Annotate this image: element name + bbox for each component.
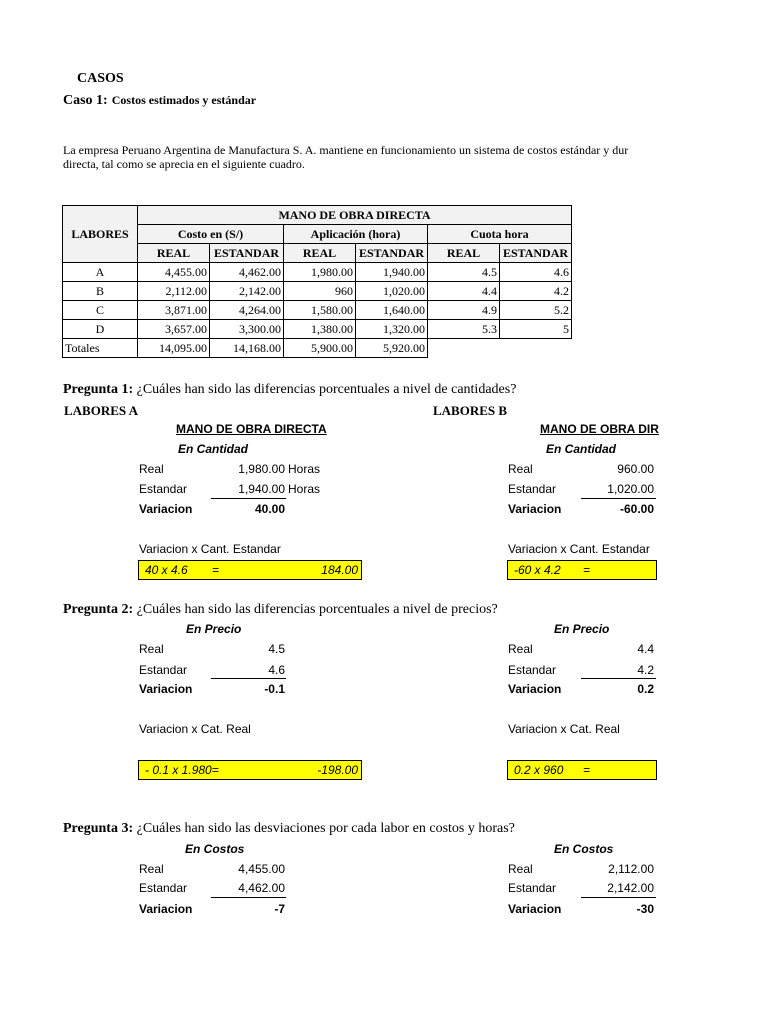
right-var-label: Variacion xyxy=(508,502,562,516)
table-row xyxy=(63,282,572,301)
q2-left-box-expr: - 0.1 x 1.980= xyxy=(145,763,219,777)
q3-right-var-value: -30 xyxy=(636,902,654,916)
table-cell: 1,640.00 xyxy=(356,301,428,320)
table-cell: 4.9 xyxy=(428,301,500,320)
right-section-title: MANO DE OBRA DIR xyxy=(540,422,659,436)
right-std-label: Estandar xyxy=(508,482,557,496)
intro-line-1: La empresa Peruano Argentina de Manufactura S. A. mantiene en funcionamiento un sistema de costos estándar y dur xyxy=(63,143,629,157)
empty-cell xyxy=(428,339,500,358)
col-header: ESTANDAR xyxy=(210,244,284,263)
totals-row xyxy=(63,339,572,358)
table-row xyxy=(63,263,572,282)
q2-left-real-label: Real xyxy=(139,642,164,656)
q2-left-var-value: -0.1 xyxy=(264,682,285,696)
table-cell: 4.4 xyxy=(428,282,500,301)
right-box-expr: -60 x 4.2 xyxy=(514,563,561,577)
table-cell: 1,580.00 xyxy=(284,301,356,320)
right-sub-cantidad: En Cantidad xyxy=(546,442,617,456)
table-cell: 2,112.00 xyxy=(138,282,210,301)
subheader-costo: Costo en (S/) xyxy=(138,225,284,244)
table-cell: 4.6 xyxy=(500,263,572,282)
table-cell: 4,264.00 xyxy=(210,301,284,320)
row-label: C xyxy=(63,301,138,320)
right-real-label: Real xyxy=(508,462,533,476)
q3-right-sum-line xyxy=(581,897,656,898)
left-box-eq: = xyxy=(212,563,220,577)
totals-cell: 14,168.00 xyxy=(210,339,284,358)
q3-left-var-value: -7 xyxy=(274,902,285,916)
question-3-label: Pregunta 3: xyxy=(63,821,134,836)
table-cell: 960 xyxy=(284,282,356,301)
question-1-text: ¿Cuáles han sido las diferencias porcentuales a nivel de cantidades? xyxy=(136,382,517,397)
q3-left-var-label: Variacion xyxy=(139,902,193,916)
q2-right-real-value: 4.4 xyxy=(637,642,654,656)
question-2-label: Pregunta 2: xyxy=(63,602,134,617)
q2-right-formula-label: Variacion x Cat. Real xyxy=(508,722,620,736)
caso-text: Costos estimados y estándar xyxy=(111,93,257,107)
col-header: REAL xyxy=(138,244,210,263)
row-label: A xyxy=(63,263,138,282)
left-result-box xyxy=(138,560,362,580)
left-sum-line xyxy=(211,498,286,499)
left-std-unit: Horas xyxy=(288,482,321,496)
q2-right-real-label: Real xyxy=(508,642,533,656)
col-header: ESTANDAR xyxy=(356,244,428,263)
right-sum-line xyxy=(581,498,656,499)
labores-header: LABORES xyxy=(63,206,138,263)
q2-left-sum-line xyxy=(211,678,286,679)
empty-cell xyxy=(500,339,572,358)
q3-right-real-label: Real xyxy=(508,862,533,876)
table-cell: 5 xyxy=(500,320,572,339)
q2-left-formula-label: Variacion x Cat. Real xyxy=(139,722,251,736)
right-result-box xyxy=(507,560,657,580)
caso-heading xyxy=(63,91,256,109)
table-cell: 4.5 xyxy=(428,263,500,282)
q3-left-real-value: 4,455.00 xyxy=(238,862,285,876)
table-cell: 3,657.00 xyxy=(138,320,210,339)
question-3-text: ¿Cuáles han sido las desviaciones por cada labor en costos y horas? xyxy=(136,821,515,836)
table-cell: 2,142.00 xyxy=(210,282,284,301)
left-real-value: 1,980.00 xyxy=(238,462,285,476)
left-real-unit: Horas xyxy=(288,462,321,476)
table-cell: 5.3 xyxy=(428,320,500,339)
table-row xyxy=(63,301,572,320)
q2-right-var-value: 0.2 xyxy=(637,682,654,696)
table-cell: 4,455.00 xyxy=(138,263,210,282)
q2-right-std-value: 4.2 xyxy=(637,663,654,677)
right-var-value: -60.00 xyxy=(619,502,654,516)
totals-cell: 5,920.00 xyxy=(356,339,428,358)
q3-left-sum-line xyxy=(211,897,286,898)
left-section-title: MANO DE OBRA DIRECTA xyxy=(176,422,327,436)
table-row xyxy=(63,320,572,339)
q2-right-result-box xyxy=(507,760,657,780)
left-std-value: 1,940.00 xyxy=(238,482,285,496)
right-formula-label: Variacion x Cant. Estandar xyxy=(508,542,650,556)
left-sub-precio: En Precio xyxy=(186,622,242,636)
q2-right-box-expr: 0.2 x 960 xyxy=(514,763,564,777)
intro-line-2: directa, tal como se aprecia en el siguiente cuadro. xyxy=(63,157,305,171)
col-header: REAL xyxy=(284,244,356,263)
totals-cell: 5,900.00 xyxy=(284,339,356,358)
q2-left-box-result: -198.00 xyxy=(317,763,358,777)
q3-right-std-label: Estandar xyxy=(508,881,557,895)
row-label: B xyxy=(63,282,138,301)
caso-label: Caso 1: xyxy=(63,93,108,108)
q3-left-real-label: Real xyxy=(139,862,164,876)
table-cell: 1,380.00 xyxy=(284,320,356,339)
table-cell: 4,462.00 xyxy=(210,263,284,282)
question-1-label: Pregunta 1: xyxy=(63,382,134,397)
question-2-text: ¿Cuáles han sido las diferencias porcentuales a nivel de precios? xyxy=(136,602,498,617)
row-label: D xyxy=(63,320,138,339)
right-sub-precio: En Precio xyxy=(554,622,610,636)
left-sub-cantidad: En Cantidad xyxy=(178,442,249,456)
table-cell: 4.2 xyxy=(500,282,572,301)
left-box-result: 184.00 xyxy=(321,563,358,577)
table-cell: 1,940.00 xyxy=(356,263,428,282)
totals-cell: 14,095.00 xyxy=(138,339,210,358)
q3-right-real-value: 2,112.00 xyxy=(608,862,654,876)
right-box-eq: = xyxy=(583,563,591,577)
table-cell: 3,871.00 xyxy=(138,301,210,320)
labores-a-heading: LABORES A xyxy=(64,403,139,418)
right-real-value: 960.00 xyxy=(617,462,654,476)
q2-left-std-value: 4.6 xyxy=(268,663,285,677)
q2-right-var-label: Variacion xyxy=(508,682,562,696)
table-cell: 1,320.00 xyxy=(356,320,428,339)
q3-left-std-value: 4,462.00 xyxy=(238,881,285,895)
table-cell: 1,020.00 xyxy=(356,282,428,301)
table-cell: 1,980.00 xyxy=(284,263,356,282)
q2-left-var-label: Variacion xyxy=(139,682,193,696)
q3-right-var-label: Variacion xyxy=(508,902,562,916)
subheader-aplicacion: Aplicación (hora) xyxy=(284,225,428,244)
table-cell: 5.2 xyxy=(500,301,572,320)
q2-right-std-label: Estandar xyxy=(508,663,557,677)
right-std-value: 1,020.00 xyxy=(607,482,654,496)
q2-right-sum-line xyxy=(581,678,656,679)
col-header: ESTANDAR xyxy=(500,244,572,263)
page-title: CASOS xyxy=(77,71,124,86)
q3-left-std-label: Estandar xyxy=(139,881,188,895)
q2-right-box-eq: = xyxy=(583,763,591,777)
left-formula-label: Variacion x Cant. Estandar xyxy=(139,542,281,556)
q2-left-real-value: 4.5 xyxy=(268,642,285,656)
table-cell: 3,300.00 xyxy=(210,320,284,339)
labores-b-heading: LABORES B xyxy=(433,403,508,418)
right-sub-costos: En Costos xyxy=(554,842,614,856)
left-var-label: Variacion xyxy=(139,502,193,516)
q2-left-result-box xyxy=(138,760,362,780)
left-std-label: Estandar xyxy=(139,482,188,496)
col-header: REAL xyxy=(428,244,500,263)
left-real-label: Real xyxy=(139,462,164,476)
q3-right-std-value: 2,142.00 xyxy=(607,881,654,895)
subheader-cuota: Cuota hora xyxy=(428,225,572,244)
question-3 xyxy=(63,821,515,837)
question-2 xyxy=(63,602,498,618)
left-box-expr: 40 x 4.6 xyxy=(145,563,188,577)
left-sub-costos: En Costos xyxy=(185,842,245,856)
left-var-value: 40.00 xyxy=(254,502,285,516)
totals-label: Totales xyxy=(63,339,138,358)
labor-table xyxy=(62,205,572,358)
group-header: MANO DE OBRA DIRECTA xyxy=(138,206,572,225)
question-1 xyxy=(63,382,516,398)
q2-left-std-label: Estandar xyxy=(139,663,188,677)
